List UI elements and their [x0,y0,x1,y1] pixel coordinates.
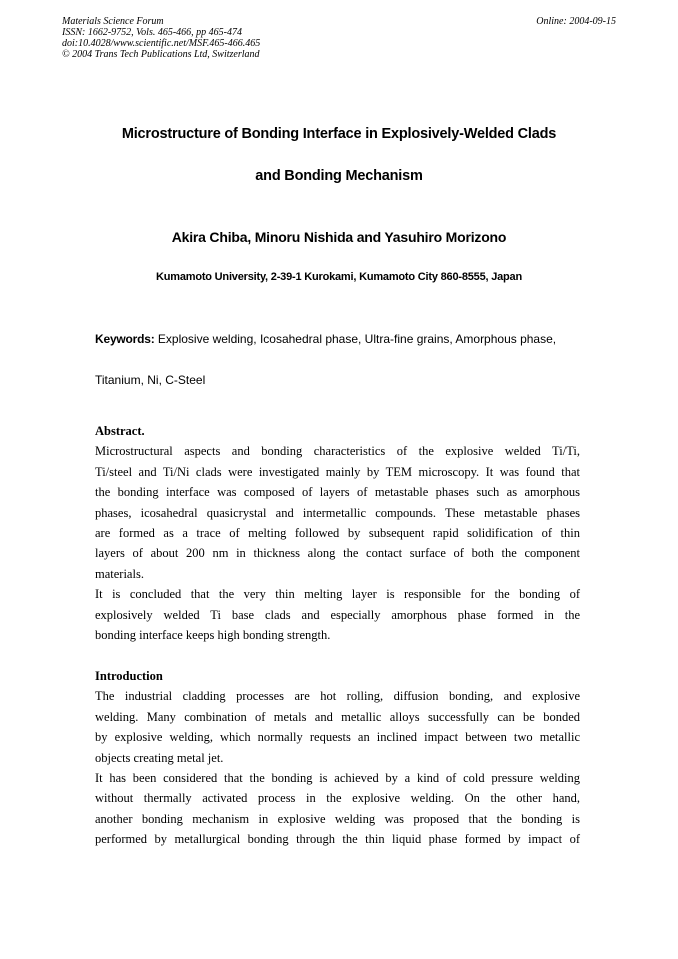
affiliation: Kumamoto University, 2-39-1 Kurokami, Kumamoto City 860-8555, Japan [155,271,522,283]
abstract-heading: Abstract. [95,424,145,438]
journal-doi: doi:10.4028/www.scientific.net/MSF.465-466.465 [62,38,261,49]
keywords-line-1 [95,332,556,346]
keywords-text-1: Explosive welding, Icosahedral phase, Ultra-fine grains, Amorphous phase, [154,332,557,346]
abstract-line: the bonding interface was composed of layers of metastable phases such as amorphous [95,485,580,500]
abstract-line: Microstructural aspects and bonding characteristics of the explosive welded Ti/Ti, [95,444,580,459]
journal-issn: ISSN: 1662-9752, Vols. 465-466, pp 465-474 [62,27,242,38]
abstract-line: layers of about 200 nm in thickness along the contact surface of both the component [95,546,580,561]
journal-copyright: © 2004 Trans Tech Publications Ltd, Switzerland [62,49,260,60]
journal-metadata [62,16,260,60]
introduction-line: objects creating metal jet. [95,750,224,765]
introduction-line: performed by metallurgical bonding through the thin liquid phase formed by impact of [95,832,580,847]
abstract-line: phases, icosahedral quasicrystal and intermetallic compounds. These metastable phases [95,505,580,520]
paper-title-line-2: and Bonding Mechanism [255,168,423,184]
introduction-line: The industrial cladding processes are hot rolling, diffusion bonding, and explosive [95,689,580,704]
introduction-line: It has been considered that the bonding is achieved by a kind of cold pressure welding [95,771,580,785]
keywords-label: Keywords: [95,332,155,346]
abstract-line: explosively welded Ti base clads and especially amorphous phase formed in the [95,607,580,622]
online-date: Online: 2004-09-15 [536,16,616,27]
abstract-line: Ti/steel and Ti/Ni clads were investigated mainly by TEM microscopy. It was found that [95,464,580,479]
introduction-line: welding. Many combination of metals and metallic alloys successfully can be bonded [95,709,580,724]
abstract-line: bonding interface keeps high bonding strength. [95,628,331,642]
abstract-line: It is concluded that the very thin melting layer is responsible for the bonding of [95,587,580,602]
author-list: Akira Chiba, Minoru Nishida and Yasuhiro Morizono [171,229,507,245]
abstract-line: materials. [95,566,144,581]
journal-name: Materials Science Forum [62,16,164,27]
introduction-line: another bonding mechanism in explosive welding was proposed that the bonding is [95,811,580,826]
introduction-line: without thermally activated process in the explosive welding. On the other hand, [95,791,580,806]
introduction-heading: Introduction [95,669,163,683]
keywords-line-2: Titanium, Ni, C-Steel [95,373,206,387]
paper-title-line-1: Microstructure of Bonding Interface in Explosively-Welded Clads [121,126,557,142]
abstract-line: are formed as a trace of melting followed by subsequent rapid solidification of thin [95,526,580,540]
introduction-line: by explosive welding, which normally requests an inclined impact between two metallic [95,730,580,745]
